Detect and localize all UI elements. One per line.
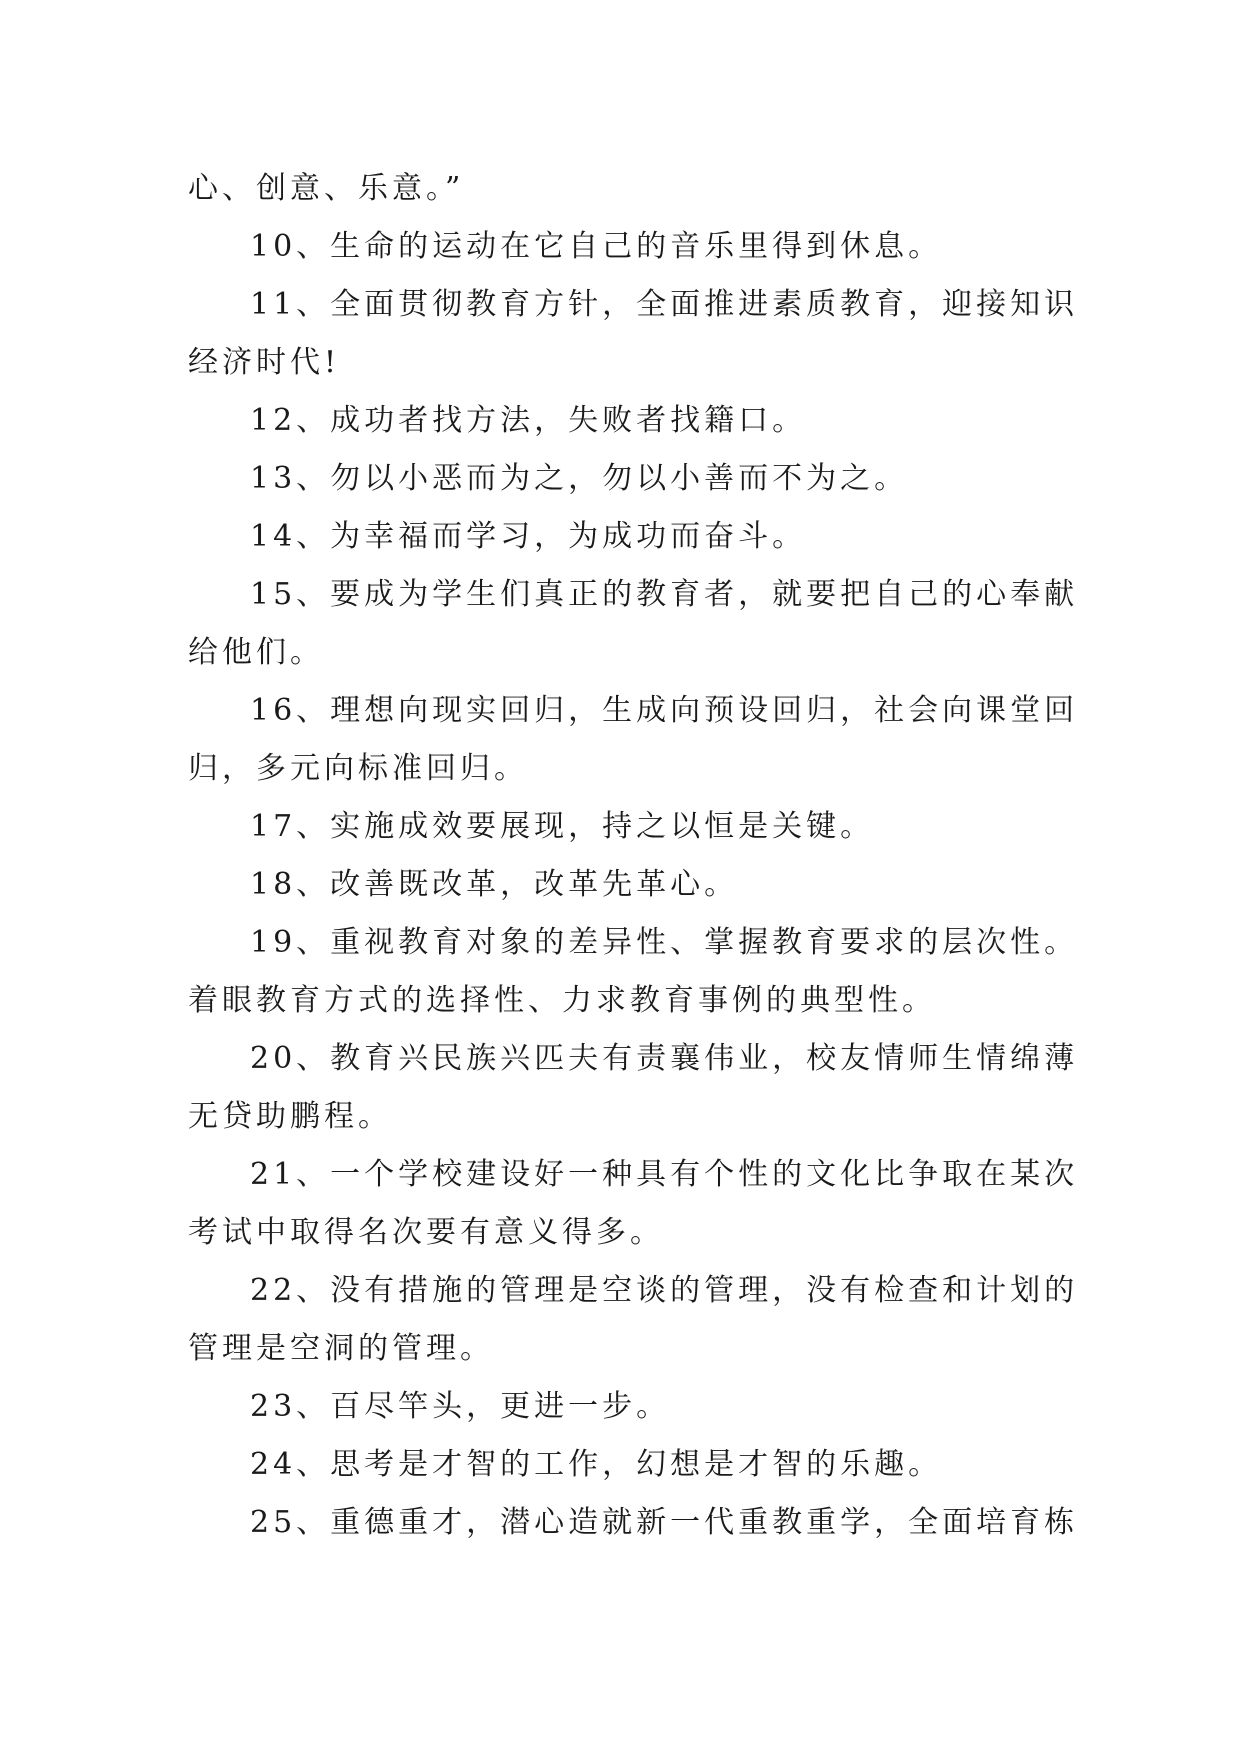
text-line: 归，多元向标准回归。 [188,751,528,786]
text-line: 管理是空洞的管理。 [188,1331,494,1366]
text-line: 给他们。 [188,635,324,670]
text-line: 16、理想向现实回归，生成向预设回归，社会向课堂回 [250,693,1079,728]
text-line: 24、思考是才智的工作，幻想是才智的乐趣。 [250,1447,943,1482]
text-line: 无贷助鹏程。 [188,1099,392,1134]
text-line: 14、为幸福而学习，为成功而奋斗。 [250,519,807,554]
text-line: 17、实施成效要展现，持之以恒是关键。 [250,809,875,844]
text-line: 心、创意、乐意。” [188,171,465,206]
text-line: 15、要成为学生们真正的教育者，就要把自己的心奉献 [250,577,1079,612]
text-line: 21、一个学校建设好一种具有个性的文化比争取在某次 [250,1157,1079,1192]
text-line: 11、全面贯彻教育方针，全面推进素质教育，迎接知识 [250,287,1079,322]
text-line: 着眼教育方式的选择性、力求教育事例的典型性。 [188,983,936,1018]
text-line: 23、百尽竿头，更进一步。 [250,1389,671,1424]
text-line: 13、勿以小恶而为之，勿以小善而不为之。 [250,461,909,496]
text-line: 经济时代! [188,345,341,380]
document-body [188,160,1079,1552]
text-line: 10、生命的运动在它自己的音乐里得到休息。 [250,229,943,264]
text-line: 19、重视教育对象的差异性、掌握教育要求的层次性。 [250,925,1079,960]
text-line: 25、重德重才，潜心造就新一代重教重学，全面培育栋 [250,1505,1079,1540]
text-line: 考试中取得名次要有意义得多。 [188,1215,664,1250]
text-line: 20、教育兴民族兴匹夫有责襄伟业，校友情师生情绵薄 [250,1041,1079,1076]
text-line: 22、没有措施的管理是空谈的管理，没有检查和计划的 [250,1273,1079,1308]
text-line: 18、改善既改革，改革先革心。 [250,867,739,902]
text-line: 12、成功者找方法，失败者找籍口。 [250,403,807,438]
